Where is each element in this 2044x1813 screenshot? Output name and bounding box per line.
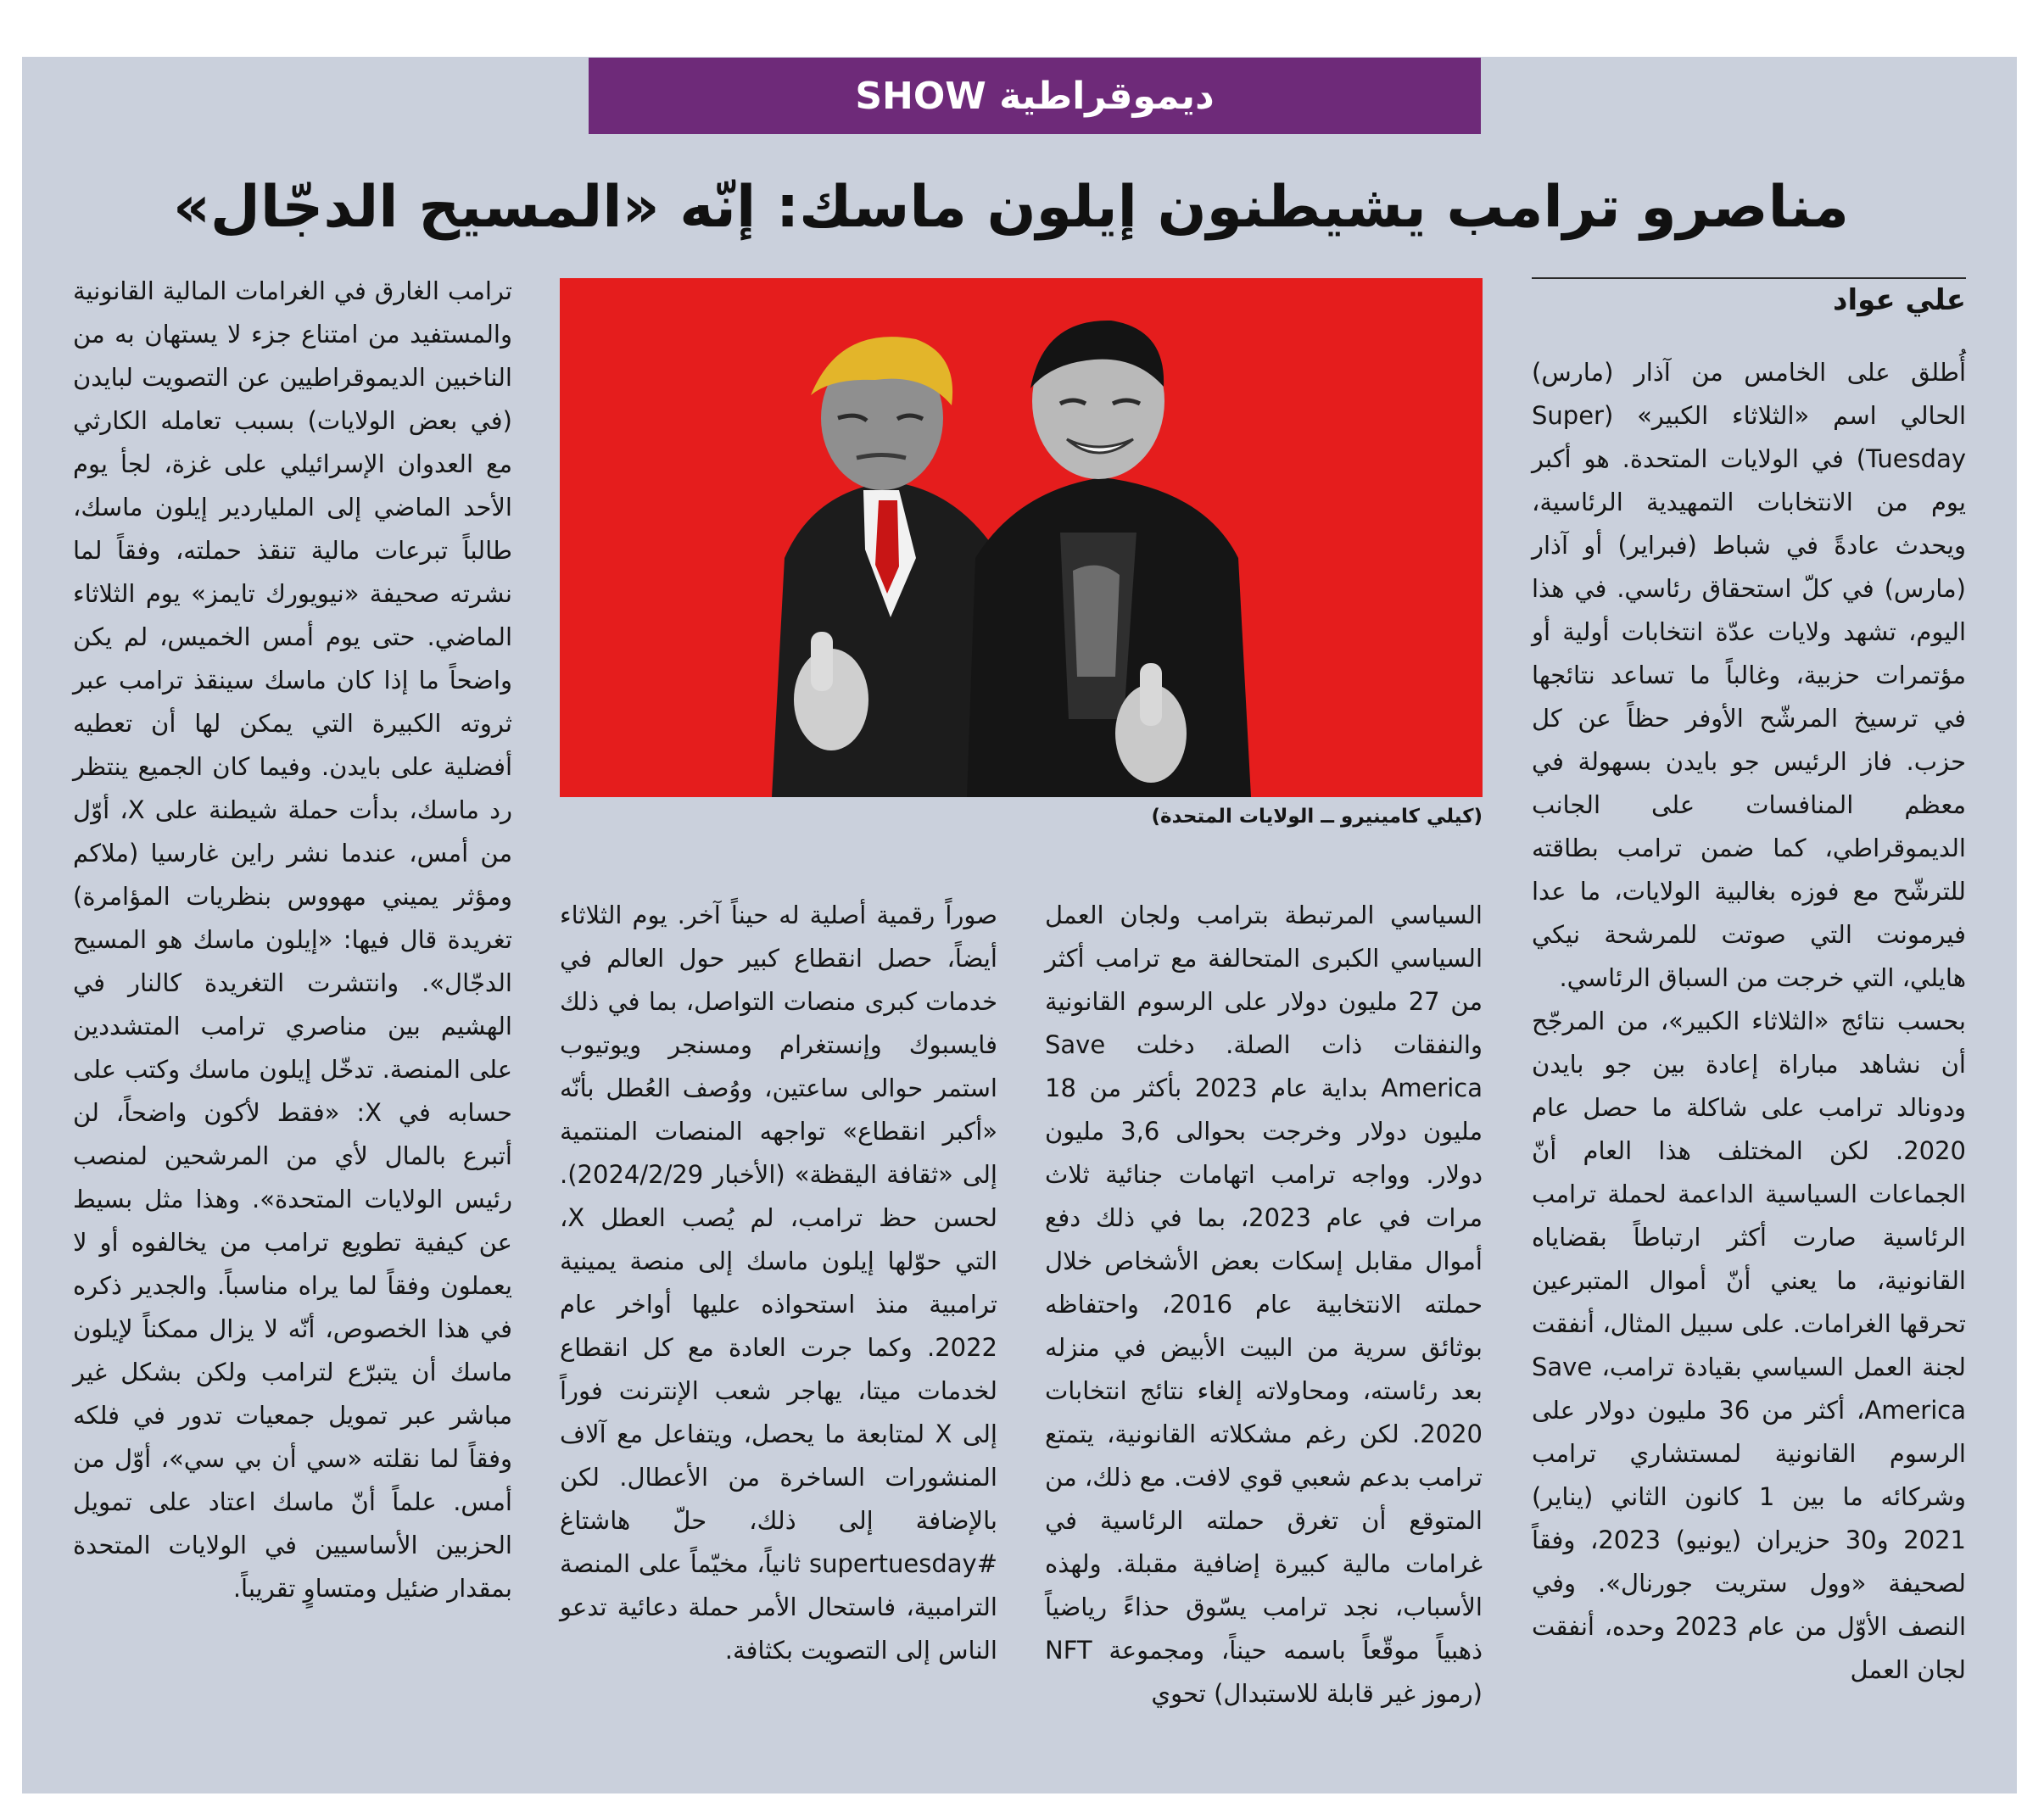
byline-divider xyxy=(1532,277,1966,279)
article-paragraph: ترامب الغارق في الغرامات المالية القانونية والمستفيد من امتناع جزء لا يستهان به من الناخبين الديموقراطيين عن التصويت لبايدن (في بعض الولايات) بسبب تعامله الكارثي مع العدوان الإسرائيلي على غزة، لجأ يوم الأحد الماضي إلى الملياردير إيلون ماسك، طالباً تبرعات مالية تنقذ حملته، وفقاً لما نشرته صحيفة «نيويورك تايمز» يوم الثلاثاء الماضي. حتى يوم أمس الخميس، لم يكن واضحاً ما إذا كان ماسك سينقذ ترامب عبر ثروته الكبيرة التي يمكن لها أن تعطيه أفضلية على بايدن. وفيما كان الجميع ينتظر رد ماسك، بدأت حملة شيطنة على X، أوّل من أمس، عندما نشر راين غارسيا (ملاكم ومؤثر يميني مهووس بنظريات المؤامرة) تغريدة قال فيها: «إيلون ماسك هو المسيح الدجّال». وانتشرت التغريدة كالنار في الهشيم بين مناصري ترامب المتشددين على المنصة. تدخّل إيلون ماسك وكتب على حسابه في X: «فقط لأكون واضحاً، لن أتبرع بالمال لأي من المرشحين لمنصب رئيس الولايات المتحدة». وهذا مثل بسيط عن كيفية تطويع ترامب من يخالفوه أو لا يعملون وفقاً لما يراه مناسباً. والجدير ذكره في هذا الخصوص، أنّه لا يزال ممكناً لإيلون ماسك أن يتبرّع لترامب ولكن بشكل غير مباشر عبر تمويل جمعيات تدور في فلكه وفقاً لما نقلته «سي أن بي سي»، أوّل من أمس. علماً أنّ ماسك اعتاد على تمويل الحزبين الأساسيين في الولايات المتحدة بمقدار ضئيل ومتساوٍ تقريباً. xyxy=(73,276,512,1603)
article-paragraph: بحسب نتائج «الثلاثاء الكبير»، من المرجّح أن نشاهد مباراة إعادة بين جو بايدن ودونالد ترامب على شاكلة ما حصل عام 2020. لكن المختلف هذا العام أنّ الجماعات السياسية الداعمة لحملة ترامب الرئاسية صارت أكثر ارتباطاً بقضاياه القانونية، ما يعني أنّ أموال المتبرعين تحرقها الغرامات. على سبيل المثال، أنفقت لجنة العمل السياسي بقيادة ترامب، Save America، أكثر من 36 مليون دولار على الرسوم القانونية لمستشاري ترامب وشركائه ما بين 1 كانون الثاني (يناير) 2021 و30 حزيران (يونيو) 2023، وفقاً لصحيفة «وول ستريت جورنال». وفي النصف الأوّل من عام 2023 وحده، أنفقت لجان العمل xyxy=(1532,1007,1967,1684)
article-column-4 xyxy=(73,270,512,1610)
trump-musk-illustration xyxy=(560,278,1483,797)
article-column-1 xyxy=(1532,351,1966,1692)
section-label: ديموقراطية SHOW xyxy=(855,74,1215,118)
photo-caption: (كيلي كامينيرو ــ الولايات المتحدة) xyxy=(1151,806,1483,828)
section-header-bar xyxy=(589,58,1481,134)
article-column-3 xyxy=(560,894,997,1672)
article-column-2 xyxy=(1045,894,1483,1715)
article-photo xyxy=(560,278,1483,797)
article-paragraph: السياسي المرتبطة بترامب ولجان العمل السياسي الكبرى المتحالفة مع ترامب أكثر من 27 مليون دولار على الرسوم القانونية والنفقات ذات الصلة. دخلت Save America بداية عام 2023 بأكثر من 18 مليون دولار وخرجت بحوالى 3,6 مليون دولار. وواجه ترامب اتهامات جنائية ثلاث مرات في عام 2023، بما في ذلك دفع أموال مقابل إسكات بعض الأشخاص خلال حملته الانتخابية عام 2016، واحتفاظه بوثائق سرية من البيت الأبيض في منزله بعد رئاسته، ومحاولاته إلغاء نتائج انتخابات 2020. لكن رغم مشكلاته القانونية، يتمتع ترامب بدعم شعبي قوي لافت. مع ذلك، من المتوقع أن تغرق حملته الرئاسية في غرامات مالية كبيرة إضافية مقبلة. ولهذه الأسباب، نجد ترامب يسّوق حذاءً رياضياً ذهبياً موقّعاً باسمه حيناً، ومجموعة NFT (رموز غير قابلة للاستبدال) تحوي xyxy=(1045,901,1483,1708)
byline: علي عواد xyxy=(1833,283,1966,317)
article-paragraph: أُطلق على الخامس من آذار (مارس) الحالي اسم «الثلاثاء الكبير» (Super Tuesday) في الولايات المتحدة. هو أكبر يوم من الانتخابات التمهيدية الرئاسية، ويحدث عادةً في شباط (فبراير) أو آذار (مارس) في كلّ استحقاق رئاسي. في هذا اليوم، تشهد ولايات عدّة انتخابات أولية أو مؤتمرات حزبية، وغالباً ما تساعد نتائجها في ترسيخ المرشّح الأوفر حظاً عن كل حزب. فاز الرئيس جو بايدن بسهولة في معظم المنافسات على الجانب الديموقراطي، كما ضمن ترامب بطاقته للترشّح مع فوزه بغالبية الولايات، ما عدا فيرمونت التي صوتت للمرشحة نيكي هايلي، التي خرجت من السباق الرئاسي. xyxy=(1532,358,1966,992)
article-paragraph: صوراً رقمية أصلية له حيناً آخر. يوم الثلاثاء أيضاً، حصل انقطاع كبير حول العالم في خدمات كبرى منصات التواصل، بما في ذلك فايسبوك وإنستغرام ومسنجر ويوتيوب استمر حوالى ساعتين، ووُصف العُطل بأنّه «أكبر انقطاع» تواجهه المنصات المنتمية إلى «ثقافة اليقظة» (الأخبار 2024/2/29). لحسن حظ ترامب، لم يُصب العطل X، التي حوّلها إيلون ماسك إلى منصة يمينية ترامبية منذ استحواذه عليها أواخر عام 2022. وكما جرت العادة مع كل انقطاع لخدمات ميتا، يهاجر شعب الإنترنت فوراً إلى X لمتابعة ما يحصل، ويتفاعل مع آلاف المنشورات الساخرة من الأعطال. لكن بالإضافة إلى ذلك، حلّ هاشتاغ #supertuesday ثانياً، مخيّماً على المنصة الترامبية، فاستحال الأمر حملة دعائية تدعو الناس إلى التصويت بكثافة. xyxy=(560,901,997,1665)
headline: مناصرو ترامب يشيطنون إيلون ماسك: إنّه «المسيح الدجّال» xyxy=(172,174,1849,241)
